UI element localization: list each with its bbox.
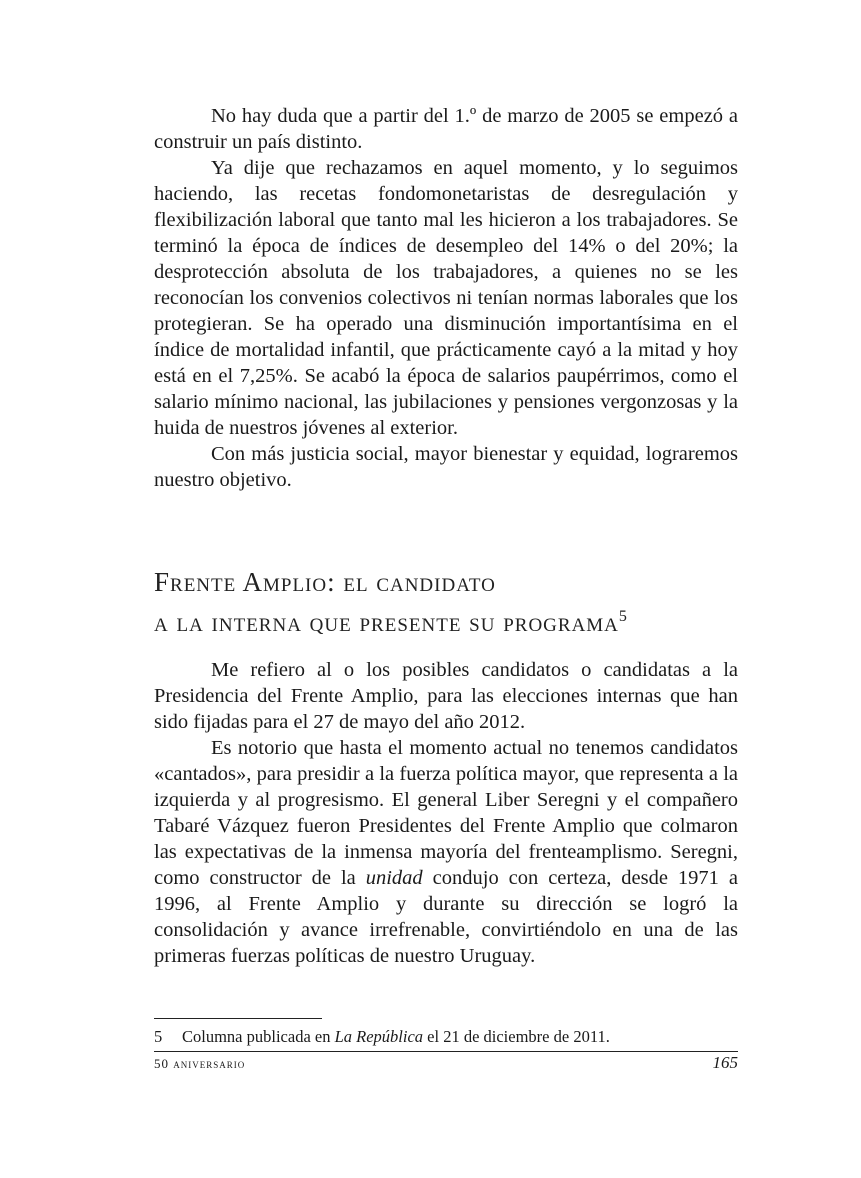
section-two-text	[154, 657, 738, 969]
heading-line-1: Frente Amplio: el candidato	[154, 567, 496, 597]
emphasized-word: unidad	[365, 867, 423, 889]
running-footer: 50 aniversario	[154, 1056, 246, 1071]
section-heading	[154, 562, 754, 642]
heading-line-2	[154, 602, 754, 642]
section-one-text	[154, 103, 738, 493]
footnote-number: 5	[154, 1027, 163, 1046]
footnote	[154, 1027, 738, 1047]
footnote-text: el 21 de diciembre de 2011.	[423, 1027, 610, 1046]
paragraph-text: condujo con certeza, desde 1971 a 1996, al Frente Amplio y durante su dirección se logró la consolidación y avance irrefrenable, convirtiéndolo en una de las primeras fuerzas políticas de nuestro Uruguay.	[154, 867, 738, 967]
paragraph: Me refiero al o los posibles candidatos o candidatas a la Presidencia del Frente Amplio, para las elecciones internas que han sido fijadas para el 27 de mayo del año 2012.	[154, 659, 738, 733]
footnote-text: Columna publicada en	[182, 1027, 335, 1046]
footnote-separator	[154, 1018, 322, 1019]
paragraph: Con más justicia social, mayor bienestar y equidad, lograremos nuestro objetivo.	[154, 443, 738, 491]
heading-line-2-text: a la interna que presente su programa	[154, 607, 619, 637]
footnote-publication: La República	[334, 1027, 424, 1046]
page-number: 165	[712, 1053, 738, 1072]
paragraph: No hay duda que a partir del 1.º de marzo de 2005 se empezó a construir un país distinto.	[154, 105, 738, 153]
footer-rule	[154, 1051, 738, 1052]
paragraph	[154, 735, 738, 969]
paragraph: Ya dije que rechazamos en aquel momento, y lo seguimos haciendo, las recetas fondomonetaristas de desregulación y flexibilización laboral que tanto mal les hicieron a los trabajadores. Se terminó la época de índices de desempleo del 14% o del 20%; la desprotección absoluta de los trabajadores, a quienes no se les reconocían los convenios colectivos ni tenían normas laborales que los protegieran. Se ha operado una disminución importantísima en el índice de mortalidad infantil, que prácticamente cayó a la mitad y hoy está en el 7,25%. Se acabó la época de salarios paupérrimos, como el salario mínimo nacional, las jubilaciones y pensiones vergonzosas y la huida de nuestros jóvenes al exterior.	[154, 157, 738, 439]
paragraph-text: Es notorio que hasta el momento actual no tenemos candidatos «cantados», para presidir a la fuerza política mayor, que representa a la izquierda y al progresismo. El general Liber Seregni y el compañero Tabaré Vázquez fueron Presidentes del Frente Amplio que colmaron las expectativas de la inmensa mayoría del frenteamplismo. Seregni, como constructor de la	[154, 737, 738, 889]
footnote-reference: 5	[618, 608, 628, 625]
